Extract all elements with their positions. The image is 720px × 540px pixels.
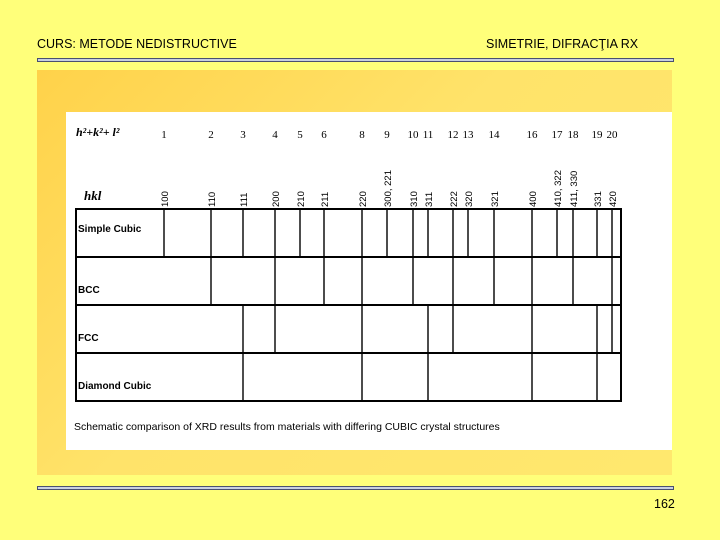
number-label: 13 <box>462 129 474 141</box>
number-label: 14 <box>488 129 500 141</box>
hkl-index-label: 400 <box>528 191 539 207</box>
figure-caption: Schematic comparison of XRD results from materials with differing CUBIC crystal structures <box>74 421 500 433</box>
hkl-index-label: 210 <box>296 191 307 207</box>
number-label: 8 <box>359 129 365 141</box>
row-box <box>76 209 621 257</box>
hkl-index-label: 100 <box>160 191 171 207</box>
number-label: 6 <box>321 129 327 141</box>
number-label: 12 <box>447 129 459 141</box>
header-divider <box>37 58 674 62</box>
hkl-index-label: 411, 330 <box>569 170 580 207</box>
row-box <box>76 257 621 305</box>
course-title: CURS: METODE NEDISTRUCTIVE <box>37 37 237 51</box>
hkl-index-label: 300, 221 <box>383 170 394 207</box>
row-label: Diamond Cubic <box>78 381 152 392</box>
row-label: FCC <box>78 333 99 344</box>
hkl-index-label: 321 <box>490 191 501 207</box>
sum-of-squares-label: h²+k²+ l² <box>76 125 120 139</box>
hkl-index-label: 200 <box>271 191 282 207</box>
hkl-index-label: 311 <box>424 191 435 207</box>
hkl-index-label: 222 <box>449 191 460 207</box>
structure-row <box>76 209 621 257</box>
hkl-index-label: 110 <box>207 191 218 207</box>
section-title: SIMETRIE, DIFRACŢIA RX <box>486 37 639 51</box>
number-label: 3 <box>240 129 246 141</box>
number-label: 4 <box>272 129 278 141</box>
row-label: BCC <box>78 285 100 296</box>
hkl-index-label: 410, 322 <box>553 170 564 207</box>
number-label: 16 <box>526 129 538 141</box>
structure-row <box>76 353 621 401</box>
structure-row <box>76 305 621 353</box>
xrd-diagram <box>66 112 672 450</box>
row-box <box>76 305 621 353</box>
row-box <box>76 353 621 401</box>
number-label: 18 <box>567 129 579 141</box>
row-label: Simple Cubic <box>78 224 142 235</box>
structure-row <box>76 257 621 305</box>
footer-divider <box>37 486 674 490</box>
xrd-comparison-figure <box>66 112 672 450</box>
number-label: 10 <box>407 129 419 141</box>
hkl-labels <box>160 170 619 207</box>
number-label: 11 <box>422 129 434 141</box>
hkl-index-label: 220 <box>358 191 369 207</box>
number-row <box>161 129 618 141</box>
number-label: 1 <box>161 129 167 141</box>
hkl-index-label: 111 <box>239 192 250 207</box>
page-number: 162 <box>654 497 675 511</box>
number-label: 19 <box>591 129 603 141</box>
structure-rows <box>76 209 621 401</box>
hkl-index-label: 310 <box>409 191 420 207</box>
number-label: 5 <box>297 129 303 141</box>
hkl-index-label: 420 <box>608 191 619 207</box>
number-label: 20 <box>606 129 618 141</box>
hkl-index-label: 331 <box>593 191 604 207</box>
number-label: 17 <box>551 129 563 141</box>
hkl-index-label: 211 <box>320 191 331 207</box>
hkl-label: hkl <box>84 188 102 203</box>
number-label: 9 <box>384 129 390 141</box>
hkl-index-label: 320 <box>464 191 475 207</box>
number-label: 2 <box>208 129 214 141</box>
